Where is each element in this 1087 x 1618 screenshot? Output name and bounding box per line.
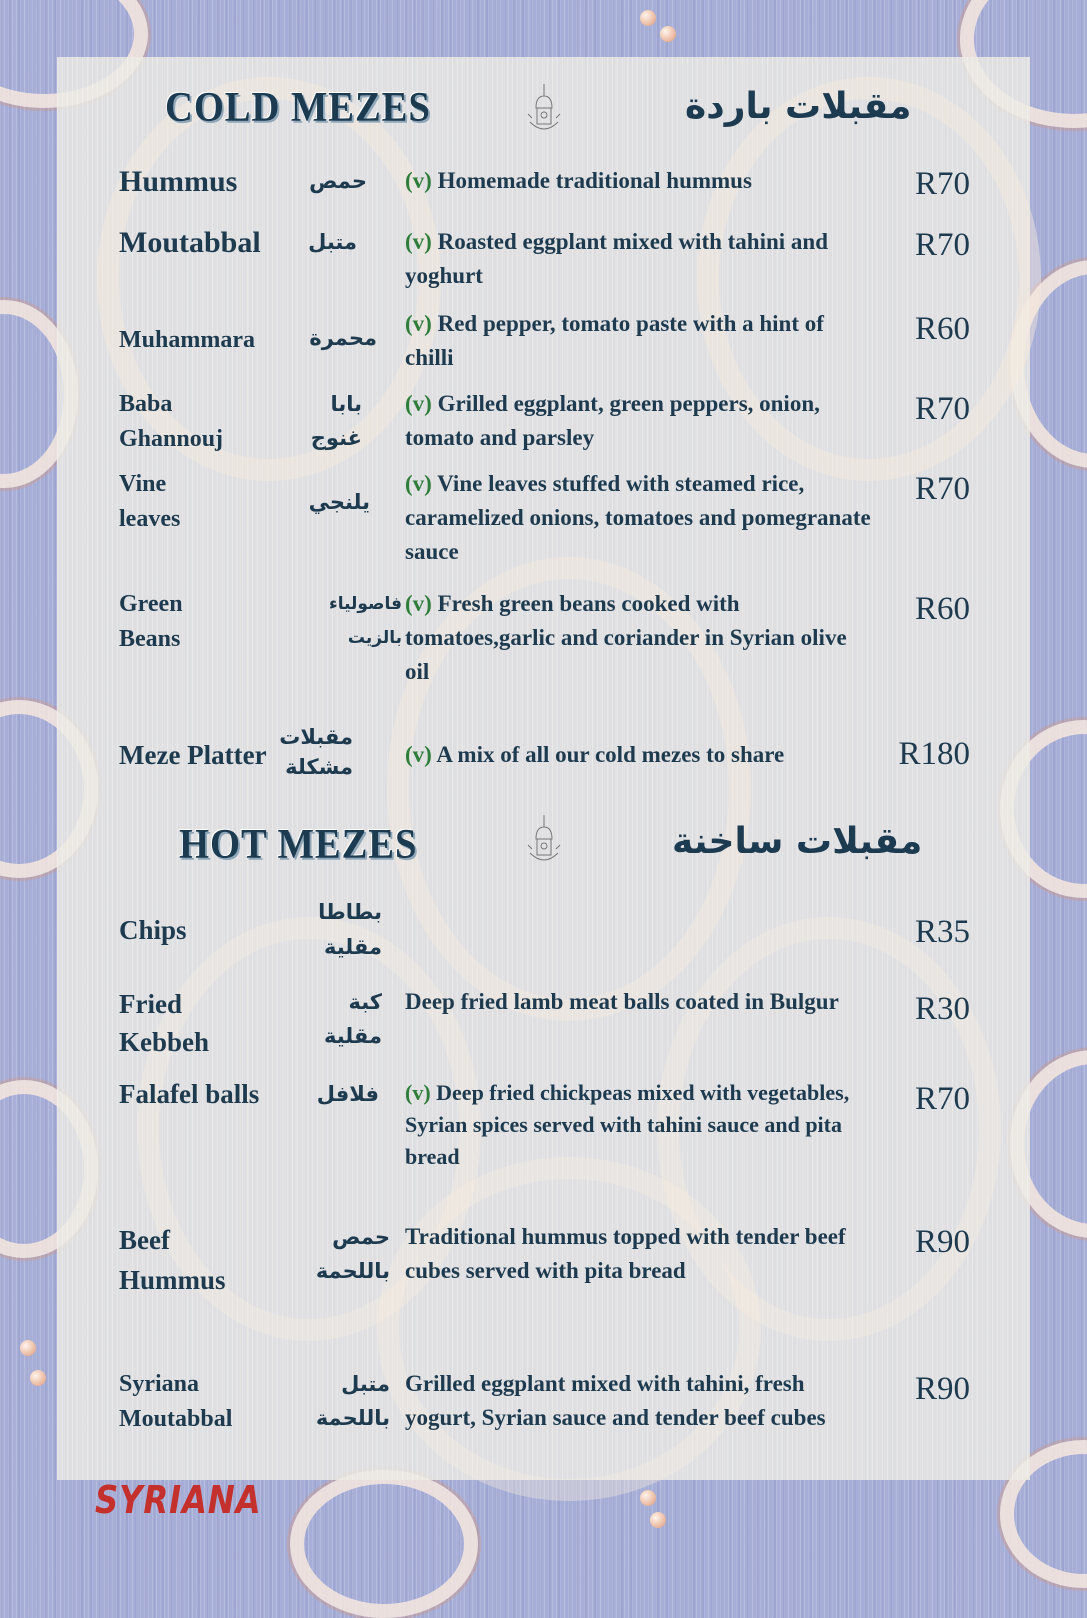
vegetarian-badge: (v) <box>405 391 432 416</box>
item-name: Meze Platter <box>119 740 267 770</box>
menu-panel <box>57 57 1030 1480</box>
section-title-ar: مقبلات باردة <box>685 86 912 127</box>
brand-logo: SYRIANA <box>95 1478 262 1522</box>
item-price: R70 <box>914 471 970 507</box>
item-description: (v) Red pepper, tomato paste with a hint of chilli <box>405 311 824 370</box>
lamp-icon <box>524 813 564 871</box>
item-name-ar: حمص <box>309 169 367 193</box>
item-price: R90 <box>914 1371 970 1407</box>
item-price: R35 <box>914 914 970 950</box>
vegetarian-badge: (v) <box>405 591 432 616</box>
vegetarian-badge: (v) <box>405 1080 431 1105</box>
item-name: Green Beans <box>119 591 183 652</box>
item-description: (v) Grilled eggplant, green peppers, onion, tomato and parsley <box>405 391 820 450</box>
item-price: R30 <box>914 991 970 1027</box>
item-name-ar: يلنجي <box>308 490 370 514</box>
item-name: Vine leaves <box>119 471 181 532</box>
item-name-ar: بطاطا مقلية <box>318 900 382 959</box>
section-title-en: COLD MEZES <box>165 85 431 131</box>
item-name: Baba Ghannouj <box>119 391 224 452</box>
item-name: Falafel balls <box>119 1079 260 1109</box>
item-name-ar: محمرة <box>309 326 377 350</box>
item-price: R90 <box>914 1224 970 1260</box>
item-description: Grilled eggplant mixed with tahini, fresh yogurt, Syrian sauce and tender beef cubes <box>405 1371 826 1430</box>
item-name: Hummus <box>119 165 238 198</box>
section-header-cold <box>57 82 1030 142</box>
item-name-ar: فاصولياء بالزيت <box>329 594 402 648</box>
item-price: R70 <box>914 391 970 427</box>
item-price: R70 <box>914 227 970 263</box>
item-name-ar: متبل باللحمة <box>315 1372 390 1430</box>
vegetarian-badge: (v) <box>405 311 432 336</box>
item-price: R60 <box>914 311 970 347</box>
item-name-ar: كبة مقلية <box>324 990 382 1048</box>
item-name: Moutabbal <box>119 226 261 259</box>
section-title-ar: مقبلات ساخنة <box>672 821 923 862</box>
item-name: Chips <box>119 915 187 945</box>
item-description: (v) Fresh green beans cooked with tomatoes,garlic and coriander in Syrian olive oil <box>405 591 847 684</box>
item-description: (v) A mix of all our cold mezes to share <box>405 742 785 767</box>
item-price: R60 <box>914 591 970 627</box>
vegetarian-badge: (v) <box>405 229 432 254</box>
item-name: Syriana Moutabbal <box>119 1371 233 1432</box>
item-name: Fried Kebbeh <box>119 989 210 1057</box>
vegetarian-badge: (v) <box>405 742 432 767</box>
item-name-ar: بابا غنوج <box>310 392 362 450</box>
item-price: R70 <box>914 166 970 202</box>
item-description: (v) Roasted eggplant mixed with tahini and yoghurt <box>405 229 828 288</box>
vegetarian-badge: (v) <box>405 168 432 193</box>
vegetarian-badge: (v) <box>405 471 432 496</box>
section-title-en: HOT MEZES <box>179 822 418 868</box>
item-name-ar: مقبلات مشكلة <box>279 725 353 779</box>
item-name-ar: حمص باللحمة <box>315 1225 390 1283</box>
item-price: R180 <box>898 736 970 772</box>
item-description: Deep fried lamb meat balls coated in Bulgur <box>405 989 839 1014</box>
lamp-icon <box>524 82 564 140</box>
item-description: (v) Vine leaves stuffed with steamed rice, caramelized onions, tomatoes and pomegranate sauce <box>405 471 871 564</box>
item-description: (v) Deep fried chickpeas mixed with vegetables, Syrian spices served with tahini sauce and pita bread <box>405 1080 850 1169</box>
section-header-hot <box>57 819 1030 879</box>
item-price: R70 <box>914 1081 970 1117</box>
item-name: Muhammara <box>119 327 255 353</box>
item-description: Traditional hummus topped with tender beef cubes served with pita bread <box>405 1224 846 1283</box>
item-name-ar: متبل <box>308 230 357 254</box>
item-name: Beef Hummus <box>119 1225 226 1295</box>
item-description: (v) Homemade traditional hummus <box>405 168 752 193</box>
item-name-ar: فلافل <box>316 1082 379 1106</box>
